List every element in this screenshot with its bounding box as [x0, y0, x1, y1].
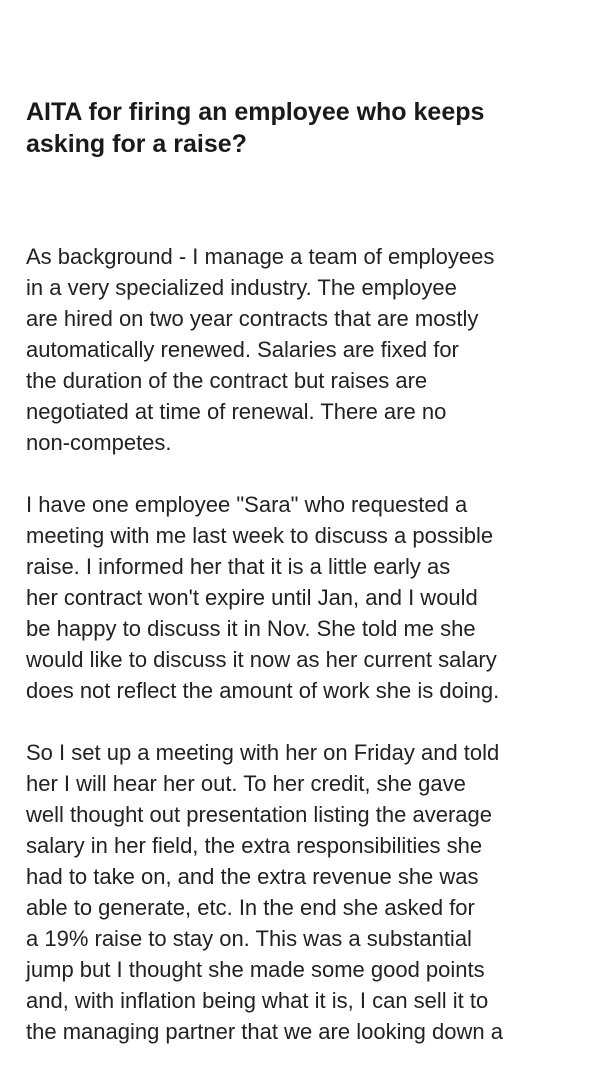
post-paragraph-meeting: So I set up a meeting with her on Friday and told her I will hear her out. To her credit, she gave well thought out presentation listing the average salary in her field, the extra responsibilities she had to take on, and the extra revenue she was able to generate, etc. In the end she asked for a 19% raise to stay on. This was a substantial jump but I thought she made some good points and, with inflation being what it is, I can sell it to the managing partner that we are looking down a	[26, 740, 503, 1044]
post-paragraph-background: As background - I manage a team of employees in a very specialized industry. The employee are hired on two year contracts that are mostly automatically renewed. Salaries are fixed for the duration of the contract but raises are negotiated at time of renewal. There are no non-competes.	[26, 244, 495, 455]
post-title: AITA for firing an employee who keeps asking for a raise?	[26, 98, 485, 158]
post-body	[26, 241, 596, 1078]
post-paragraph-request: I have one employee "Sara" who requested a meeting with me last week to discuss a possible raise. I informed her that it is a little early as her contract won't expire until Jan, and I would be happy to discuss it in Nov. She told me she would like to discuss it now as her current salary does not reflect the amount of work she is doing.	[26, 492, 500, 703]
